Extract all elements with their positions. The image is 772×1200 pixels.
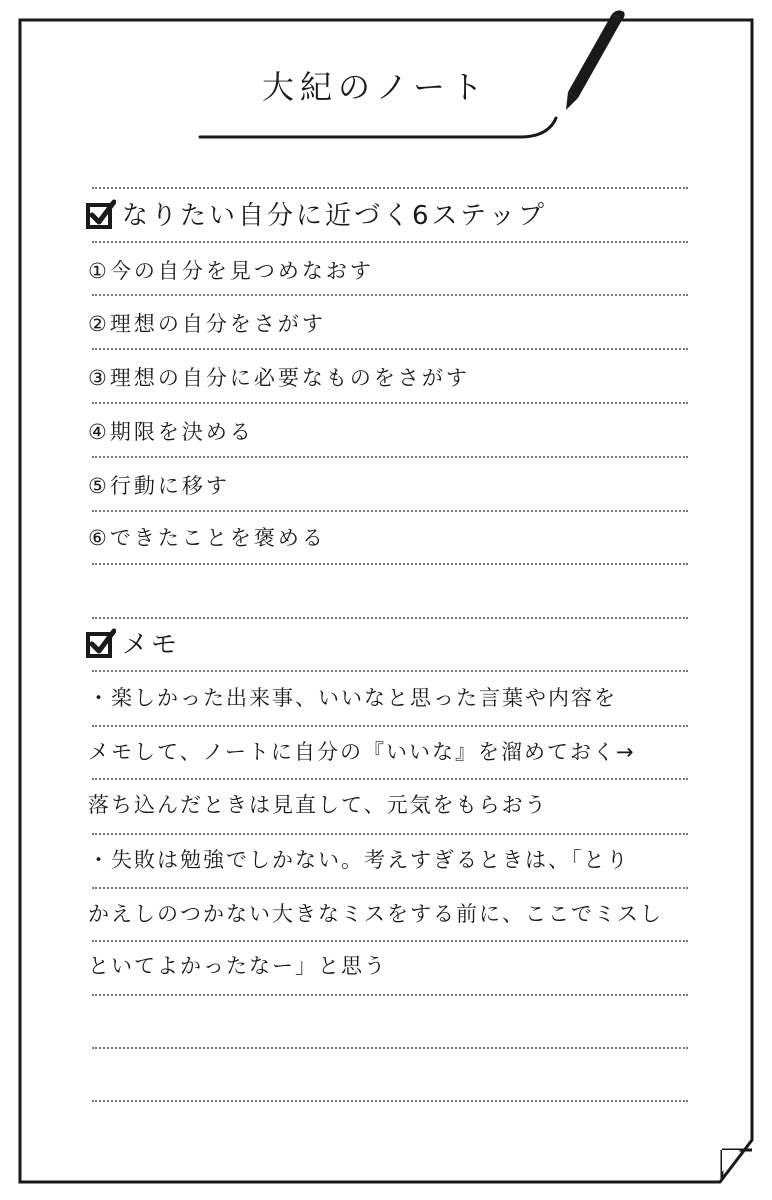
memo-line-6: といてよかったなー」と思う <box>88 954 387 978</box>
steps-heading-text: なりたい自分に近づく6ステップ <box>122 201 548 231</box>
step-item-6: ⑥できたことを褒める <box>88 526 326 550</box>
memo-line-5: かえしのつかない大きなミスをする前に、ここでミスし <box>88 902 663 926</box>
memo-line-3: 落ち込んだときは見直して、元気をもらおう <box>88 793 548 817</box>
memo-line-2: メモして、ノートに自分の『いいな』を溜めておく→ <box>88 740 636 764</box>
memo-line-4: ・失敗は勉強でしかない。考えすぎるときは、「とり <box>88 848 630 872</box>
ruled-line <box>92 456 688 458</box>
ruled-line <box>92 994 688 996</box>
ruled-line <box>92 725 688 727</box>
ruled-line <box>92 1047 688 1049</box>
ruled-line <box>92 563 688 565</box>
ruled-line <box>92 617 688 619</box>
ruled-line <box>92 940 688 942</box>
step-item-4: ④期限を決める <box>88 420 254 444</box>
ruled-line <box>92 670 688 672</box>
memo-heading-text: メモ <box>122 630 181 660</box>
ruled-line <box>92 887 688 889</box>
ruled-line <box>92 187 688 189</box>
ruled-line <box>92 241 688 243</box>
ruled-line <box>92 510 688 512</box>
ruled-line <box>92 833 688 835</box>
checkbox-checked-icon <box>86 628 116 658</box>
steps-heading <box>86 195 547 237</box>
pen-icon <box>556 6 636 116</box>
ruled-line <box>92 402 688 404</box>
checkbox-checked-icon <box>86 199 116 229</box>
ruled-line <box>92 348 688 350</box>
page-title: 大紀のノート <box>262 68 490 106</box>
ruled-line <box>92 294 688 296</box>
memo-heading <box>86 624 180 666</box>
memo-line-1: ・楽しかった出来事、いいなと思った言葉や内容を <box>88 686 617 710</box>
step-item-2: ②理想の自分をさがす <box>88 312 326 336</box>
step-item-5: ⑤行動に移す <box>88 474 230 498</box>
step-item-3: ③理想の自分に必要なものをさがす <box>88 366 470 390</box>
ruled-line <box>92 1100 688 1102</box>
step-item-1: ①今の自分を見つめなおす <box>88 259 374 283</box>
ruled-line <box>92 778 688 780</box>
